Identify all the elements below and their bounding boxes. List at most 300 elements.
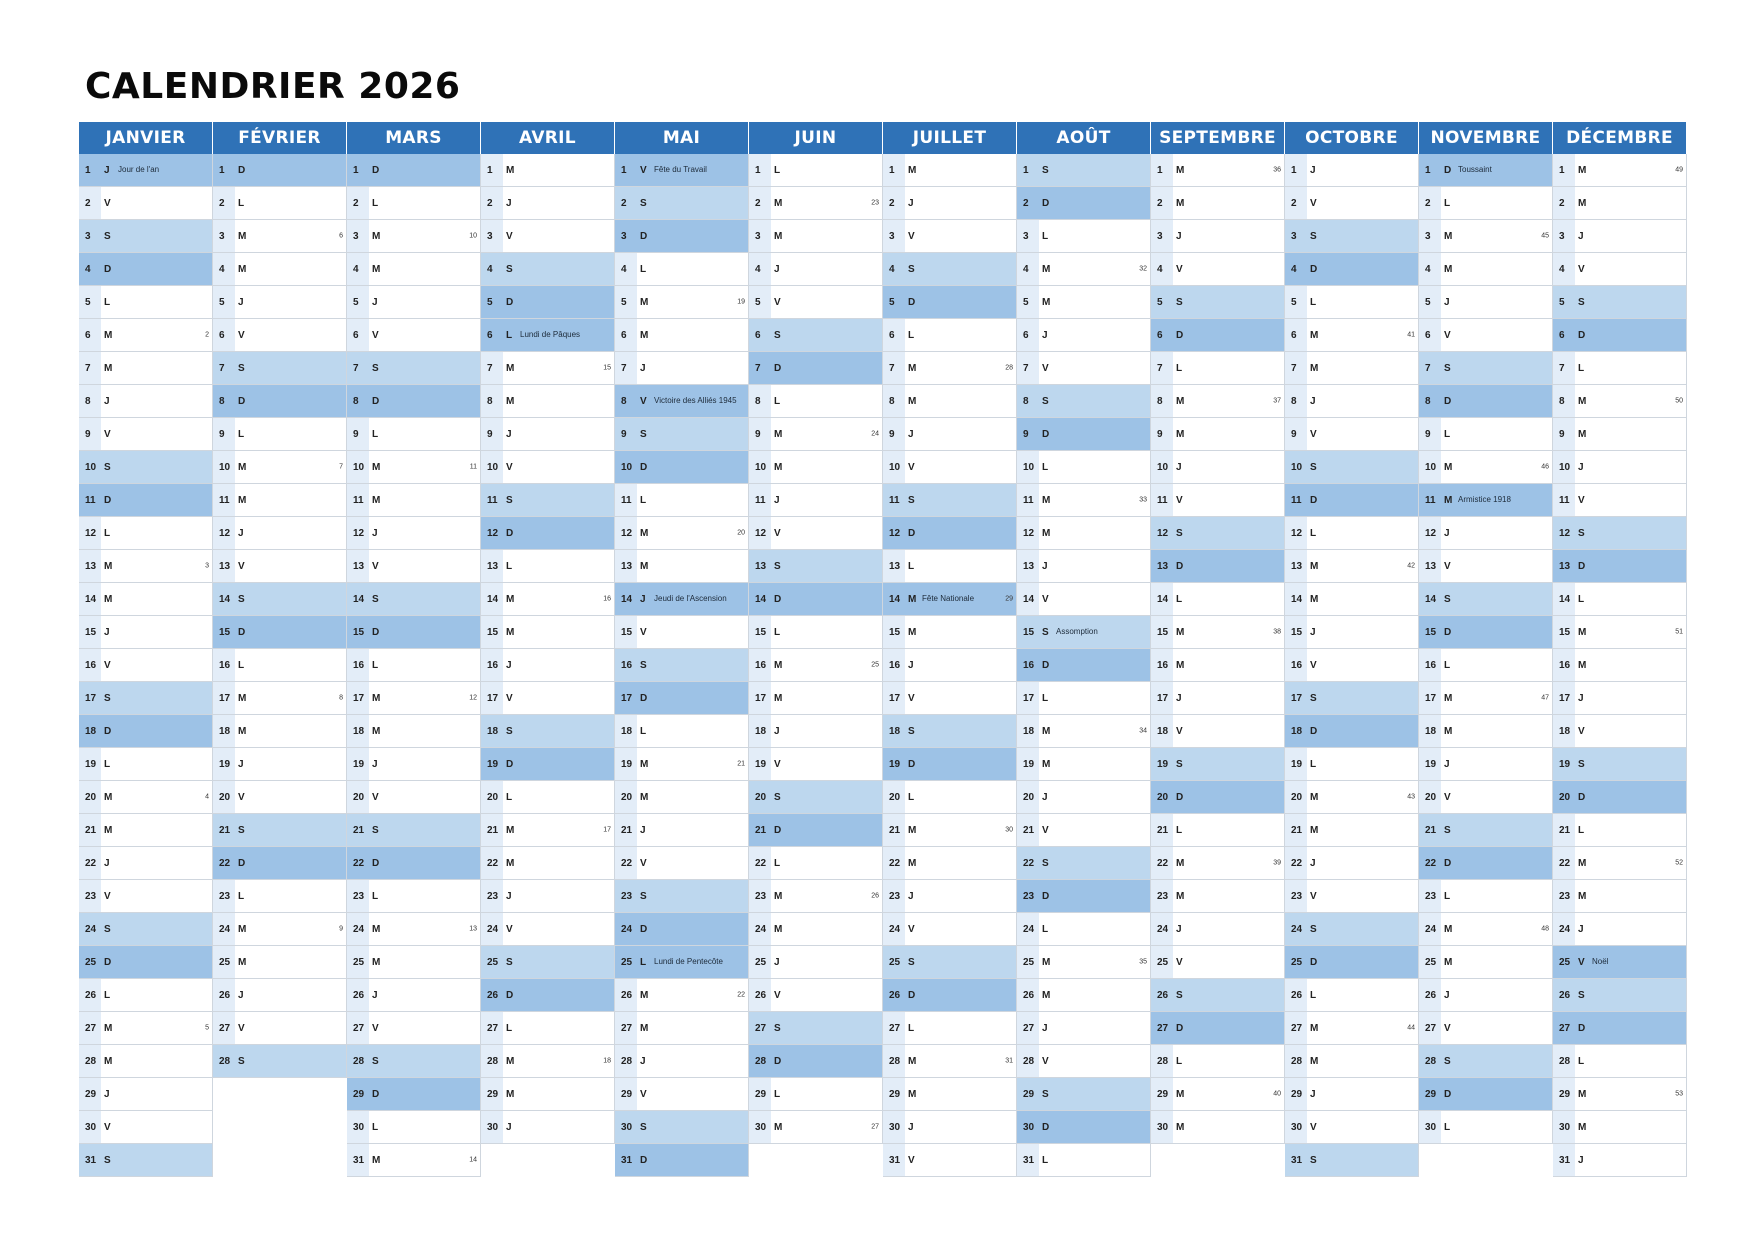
day-cell[interactable]: [615, 352, 749, 385]
day-cell[interactable]: [615, 187, 749, 220]
day-cell[interactable]: [347, 1012, 481, 1045]
day-cell[interactable]: [481, 1078, 615, 1111]
day-cell[interactable]: [213, 913, 347, 946]
day-cell[interactable]: [213, 253, 347, 286]
day-cell[interactable]: [1419, 583, 1553, 616]
day-cell[interactable]: [1151, 1045, 1285, 1078]
day-cell[interactable]: [1151, 154, 1285, 187]
day-cell[interactable]: [79, 550, 213, 583]
day-cell[interactable]: [883, 385, 1017, 418]
day-cell[interactable]: [1151, 484, 1285, 517]
day-cell[interactable]: [347, 913, 481, 946]
day-cell[interactable]: [749, 418, 883, 451]
day-cell[interactable]: [481, 385, 615, 418]
day-cell[interactable]: [883, 1012, 1017, 1045]
day-cell[interactable]: [1419, 913, 1553, 946]
day-cell[interactable]: [883, 484, 1017, 517]
day-cell[interactable]: [481, 154, 615, 187]
day-cell[interactable]: [347, 781, 481, 814]
day-cell[interactable]: [749, 1045, 883, 1078]
day-cell[interactable]: [347, 1111, 481, 1144]
day-cell[interactable]: [1151, 187, 1285, 220]
day-cell[interactable]: [1553, 682, 1687, 715]
day-cell[interactable]: [347, 517, 481, 550]
day-cell[interactable]: [1285, 946, 1419, 979]
day-cell[interactable]: [347, 748, 481, 781]
day-cell[interactable]: [615, 1111, 749, 1144]
day-cell[interactable]: [1553, 781, 1687, 814]
day-cell[interactable]: [1017, 484, 1151, 517]
day-cell[interactable]: [1151, 517, 1285, 550]
day-cell[interactable]: [79, 649, 213, 682]
day-cell[interactable]: [1553, 286, 1687, 319]
day-cell[interactable]: [1017, 1111, 1151, 1144]
day-cell[interactable]: [79, 781, 213, 814]
day-cell[interactable]: [615, 1078, 749, 1111]
day-cell[interactable]: [1017, 451, 1151, 484]
day-cell[interactable]: [1285, 583, 1419, 616]
day-cell[interactable]: [79, 319, 213, 352]
day-cell[interactable]: [615, 253, 749, 286]
day-cell[interactable]: [1151, 616, 1285, 649]
day-cell[interactable]: [1419, 649, 1553, 682]
day-cell[interactable]: [1553, 253, 1687, 286]
day-cell[interactable]: [1017, 220, 1151, 253]
day-cell[interactable]: [1285, 880, 1419, 913]
day-cell[interactable]: [615, 748, 749, 781]
day-cell[interactable]: [1285, 1012, 1419, 1045]
day-cell[interactable]: [1553, 616, 1687, 649]
day-cell[interactable]: [347, 715, 481, 748]
day-cell[interactable]: [883, 517, 1017, 550]
day-cell[interactable]: [1151, 781, 1285, 814]
day-cell[interactable]: [213, 715, 347, 748]
day-cell[interactable]: [749, 682, 883, 715]
day-cell[interactable]: [1017, 715, 1151, 748]
day-cell[interactable]: [883, 154, 1017, 187]
day-cell[interactable]: [1285, 913, 1419, 946]
day-cell[interactable]: [1419, 352, 1553, 385]
day-cell[interactable]: [615, 781, 749, 814]
day-cell[interactable]: [481, 1012, 615, 1045]
day-cell[interactable]: [1553, 847, 1687, 880]
day-cell[interactable]: [79, 517, 213, 550]
day-cell[interactable]: [1553, 484, 1687, 517]
day-cell[interactable]: [749, 253, 883, 286]
day-cell[interactable]: [1419, 946, 1553, 979]
day-cell[interactable]: [1553, 649, 1687, 682]
day-cell[interactable]: [883, 847, 1017, 880]
day-cell[interactable]: [481, 814, 615, 847]
day-cell[interactable]: [213, 682, 347, 715]
day-cell[interactable]: [79, 847, 213, 880]
day-cell[interactable]: [481, 979, 615, 1012]
day-cell[interactable]: [749, 715, 883, 748]
day-cell[interactable]: [1017, 352, 1151, 385]
day-cell[interactable]: [481, 451, 615, 484]
day-cell[interactable]: [1285, 187, 1419, 220]
day-cell[interactable]: [1151, 418, 1285, 451]
day-cell[interactable]: [1151, 1111, 1285, 1144]
day-cell[interactable]: [1419, 517, 1553, 550]
day-cell[interactable]: [883, 418, 1017, 451]
day-cell[interactable]: [1419, 880, 1553, 913]
day-cell[interactable]: [883, 451, 1017, 484]
day-cell[interactable]: [615, 550, 749, 583]
day-cell[interactable]: [347, 1144, 481, 1177]
day-cell[interactable]: [79, 352, 213, 385]
day-cell[interactable]: [481, 682, 615, 715]
day-cell[interactable]: [1419, 781, 1553, 814]
day-cell[interactable]: [347, 352, 481, 385]
day-cell[interactable]: [79, 1012, 213, 1045]
day-cell[interactable]: [1553, 748, 1687, 781]
day-cell[interactable]: [1419, 484, 1553, 517]
day-cell[interactable]: [1553, 913, 1687, 946]
day-cell[interactable]: [213, 385, 347, 418]
day-cell[interactable]: [1017, 913, 1151, 946]
day-cell[interactable]: [1151, 649, 1285, 682]
day-cell[interactable]: [883, 649, 1017, 682]
day-cell[interactable]: [1553, 550, 1687, 583]
day-cell[interactable]: [1285, 319, 1419, 352]
day-cell[interactable]: [615, 451, 749, 484]
day-cell[interactable]: [883, 748, 1017, 781]
day-cell[interactable]: [213, 880, 347, 913]
day-cell[interactable]: [213, 187, 347, 220]
day-cell[interactable]: [347, 1045, 481, 1078]
day-cell[interactable]: [1285, 451, 1419, 484]
day-cell[interactable]: [347, 154, 481, 187]
day-cell[interactable]: [213, 1012, 347, 1045]
day-cell[interactable]: [1151, 1078, 1285, 1111]
day-cell[interactable]: [481, 418, 615, 451]
day-cell[interactable]: [347, 583, 481, 616]
day-cell[interactable]: [1017, 880, 1151, 913]
day-cell[interactable]: [1151, 715, 1285, 748]
day-cell[interactable]: [79, 418, 213, 451]
day-cell[interactable]: [213, 517, 347, 550]
day-cell[interactable]: [883, 583, 1017, 616]
day-cell[interactable]: [481, 913, 615, 946]
day-cell[interactable]: [1419, 682, 1553, 715]
day-cell[interactable]: [481, 649, 615, 682]
day-cell[interactable]: [347, 220, 481, 253]
day-cell[interactable]: [347, 451, 481, 484]
day-cell[interactable]: [1151, 220, 1285, 253]
day-cell[interactable]: [1151, 385, 1285, 418]
day-cell[interactable]: [1151, 880, 1285, 913]
day-cell[interactable]: [1553, 385, 1687, 418]
day-cell[interactable]: [1285, 286, 1419, 319]
day-cell[interactable]: [1419, 319, 1553, 352]
day-cell[interactable]: [1553, 880, 1687, 913]
day-cell[interactable]: [481, 616, 615, 649]
day-cell[interactable]: [79, 748, 213, 781]
day-cell[interactable]: [1553, 319, 1687, 352]
day-cell[interactable]: [615, 946, 749, 979]
day-cell[interactable]: [79, 946, 213, 979]
day-cell[interactable]: [481, 748, 615, 781]
day-cell[interactable]: [1151, 847, 1285, 880]
day-cell[interactable]: [213, 946, 347, 979]
day-cell[interactable]: [1419, 715, 1553, 748]
day-cell[interactable]: [213, 154, 347, 187]
day-cell[interactable]: [883, 187, 1017, 220]
day-cell[interactable]: [883, 220, 1017, 253]
day-cell[interactable]: [1553, 979, 1687, 1012]
day-cell[interactable]: [615, 220, 749, 253]
day-cell[interactable]: [1017, 748, 1151, 781]
day-cell[interactable]: [79, 1144, 213, 1177]
day-cell[interactable]: [749, 286, 883, 319]
day-cell[interactable]: [347, 187, 481, 220]
day-cell[interactable]: [1285, 550, 1419, 583]
day-cell[interactable]: [1151, 946, 1285, 979]
day-cell[interactable]: [79, 253, 213, 286]
day-cell[interactable]: [1419, 847, 1553, 880]
day-cell[interactable]: [1017, 616, 1151, 649]
day-cell[interactable]: [347, 550, 481, 583]
day-cell[interactable]: [1017, 1144, 1151, 1177]
day-cell[interactable]: [749, 451, 883, 484]
day-cell[interactable]: [213, 1045, 347, 1078]
day-cell[interactable]: [79, 715, 213, 748]
day-cell[interactable]: [749, 484, 883, 517]
day-cell[interactable]: [1151, 748, 1285, 781]
day-cell[interactable]: [213, 979, 347, 1012]
day-cell[interactable]: [883, 319, 1017, 352]
day-cell[interactable]: [1017, 187, 1151, 220]
day-cell[interactable]: [1419, 748, 1553, 781]
day-cell[interactable]: [615, 979, 749, 1012]
day-cell[interactable]: [1419, 616, 1553, 649]
day-cell[interactable]: [1285, 979, 1419, 1012]
day-cell[interactable]: [213, 451, 347, 484]
day-cell[interactable]: [1419, 220, 1553, 253]
day-cell[interactable]: [1151, 451, 1285, 484]
day-cell[interactable]: [79, 616, 213, 649]
day-cell[interactable]: [481, 1045, 615, 1078]
day-cell[interactable]: [749, 946, 883, 979]
day-cell[interactable]: [213, 220, 347, 253]
day-cell[interactable]: [749, 748, 883, 781]
day-cell[interactable]: [1151, 814, 1285, 847]
day-cell[interactable]: [1553, 517, 1687, 550]
day-cell[interactable]: [1017, 1078, 1151, 1111]
day-cell[interactable]: [615, 319, 749, 352]
day-cell[interactable]: [213, 781, 347, 814]
day-cell[interactable]: [615, 649, 749, 682]
day-cell[interactable]: [1285, 154, 1419, 187]
day-cell[interactable]: [1553, 1111, 1687, 1144]
day-cell[interactable]: [481, 847, 615, 880]
day-cell[interactable]: [213, 550, 347, 583]
day-cell[interactable]: [1285, 253, 1419, 286]
day-cell[interactable]: [1419, 451, 1553, 484]
day-cell[interactable]: [481, 253, 615, 286]
day-cell[interactable]: [1151, 286, 1285, 319]
day-cell[interactable]: [1017, 385, 1151, 418]
day-cell[interactable]: [615, 583, 749, 616]
day-cell[interactable]: [1151, 1012, 1285, 1045]
day-cell[interactable]: [79, 154, 213, 187]
day-cell[interactable]: [1017, 814, 1151, 847]
day-cell[interactable]: [1285, 385, 1419, 418]
day-cell[interactable]: [1285, 847, 1419, 880]
day-cell[interactable]: [1419, 187, 1553, 220]
day-cell[interactable]: [1553, 1078, 1687, 1111]
day-cell[interactable]: [347, 814, 481, 847]
day-cell[interactable]: [749, 517, 883, 550]
day-cell[interactable]: [347, 484, 481, 517]
day-cell[interactable]: [883, 1111, 1017, 1144]
day-cell[interactable]: [1017, 847, 1151, 880]
day-cell[interactable]: [1017, 319, 1151, 352]
day-cell[interactable]: [749, 220, 883, 253]
day-cell[interactable]: [79, 1045, 213, 1078]
day-cell[interactable]: [481, 880, 615, 913]
day-cell[interactable]: [1151, 352, 1285, 385]
day-cell[interactable]: [615, 880, 749, 913]
day-cell[interactable]: [749, 154, 883, 187]
day-cell[interactable]: [1017, 1045, 1151, 1078]
day-cell[interactable]: [213, 418, 347, 451]
day-cell[interactable]: [213, 583, 347, 616]
day-cell[interactable]: [1553, 946, 1687, 979]
day-cell[interactable]: [1151, 682, 1285, 715]
day-cell[interactable]: [1017, 1012, 1151, 1045]
day-cell[interactable]: [1285, 418, 1419, 451]
day-cell[interactable]: [1285, 1045, 1419, 1078]
day-cell[interactable]: [1017, 979, 1151, 1012]
day-cell[interactable]: [79, 187, 213, 220]
day-cell[interactable]: [79, 1078, 213, 1111]
day-cell[interactable]: [1285, 484, 1419, 517]
day-cell[interactable]: [1553, 814, 1687, 847]
day-cell[interactable]: [481, 583, 615, 616]
day-cell[interactable]: [615, 1045, 749, 1078]
day-cell[interactable]: [883, 550, 1017, 583]
day-cell[interactable]: [213, 319, 347, 352]
day-cell[interactable]: [481, 220, 615, 253]
day-cell[interactable]: [883, 781, 1017, 814]
day-cell[interactable]: [1017, 154, 1151, 187]
day-cell[interactable]: [79, 814, 213, 847]
day-cell[interactable]: [1419, 979, 1553, 1012]
day-cell[interactable]: [1553, 451, 1687, 484]
day-cell[interactable]: [1151, 253, 1285, 286]
day-cell[interactable]: [347, 319, 481, 352]
day-cell[interactable]: [213, 352, 347, 385]
day-cell[interactable]: [1419, 814, 1553, 847]
day-cell[interactable]: [749, 187, 883, 220]
day-cell[interactable]: [615, 385, 749, 418]
day-cell[interactable]: [615, 418, 749, 451]
day-cell[interactable]: [481, 781, 615, 814]
day-cell[interactable]: [1017, 517, 1151, 550]
day-cell[interactable]: [1017, 583, 1151, 616]
day-cell[interactable]: [347, 253, 481, 286]
day-cell[interactable]: [1553, 220, 1687, 253]
day-cell[interactable]: [1553, 715, 1687, 748]
day-cell[interactable]: [1553, 187, 1687, 220]
day-cell[interactable]: [615, 1012, 749, 1045]
day-cell[interactable]: [481, 286, 615, 319]
day-cell[interactable]: [615, 682, 749, 715]
day-cell[interactable]: [1285, 682, 1419, 715]
day-cell[interactable]: [1285, 814, 1419, 847]
day-cell[interactable]: [615, 1144, 749, 1177]
day-cell[interactable]: [1151, 583, 1285, 616]
day-cell[interactable]: [79, 880, 213, 913]
day-cell[interactable]: [481, 715, 615, 748]
day-cell[interactable]: [347, 616, 481, 649]
day-cell[interactable]: [615, 517, 749, 550]
day-cell[interactable]: [1553, 583, 1687, 616]
day-cell[interactable]: [615, 814, 749, 847]
day-cell[interactable]: [1285, 616, 1419, 649]
day-cell[interactable]: [347, 682, 481, 715]
day-cell[interactable]: [883, 286, 1017, 319]
day-cell[interactable]: [213, 286, 347, 319]
day-cell[interactable]: [749, 1012, 883, 1045]
day-cell[interactable]: [481, 517, 615, 550]
day-cell[interactable]: [883, 1045, 1017, 1078]
day-cell[interactable]: [615, 286, 749, 319]
day-cell[interactable]: [1553, 154, 1687, 187]
day-cell[interactable]: [1419, 1012, 1553, 1045]
day-cell[interactable]: [481, 484, 615, 517]
day-cell[interactable]: [1017, 286, 1151, 319]
day-cell[interactable]: [615, 484, 749, 517]
day-cell[interactable]: [1285, 517, 1419, 550]
day-cell[interactable]: [1553, 1012, 1687, 1045]
day-cell[interactable]: [213, 484, 347, 517]
day-cell[interactable]: [1419, 253, 1553, 286]
day-cell[interactable]: [1151, 550, 1285, 583]
day-cell[interactable]: [1419, 1045, 1553, 1078]
day-cell[interactable]: [749, 1111, 883, 1144]
day-cell[interactable]: [883, 352, 1017, 385]
day-cell[interactable]: [213, 814, 347, 847]
day-cell[interactable]: [749, 913, 883, 946]
day-cell[interactable]: [615, 913, 749, 946]
day-cell[interactable]: [1419, 154, 1553, 187]
day-cell[interactable]: [347, 418, 481, 451]
day-cell[interactable]: [749, 814, 883, 847]
day-cell[interactable]: [749, 352, 883, 385]
day-cell[interactable]: [481, 352, 615, 385]
day-cell[interactable]: [883, 979, 1017, 1012]
day-cell[interactable]: [481, 319, 615, 352]
day-cell[interactable]: [347, 946, 481, 979]
day-cell[interactable]: [79, 484, 213, 517]
day-cell[interactable]: [1553, 352, 1687, 385]
day-cell[interactable]: [883, 1144, 1017, 1177]
day-cell[interactable]: [615, 715, 749, 748]
day-cell[interactable]: [79, 286, 213, 319]
day-cell[interactable]: [1017, 253, 1151, 286]
day-cell[interactable]: [883, 913, 1017, 946]
day-cell[interactable]: [1151, 319, 1285, 352]
day-cell[interactable]: [347, 847, 481, 880]
day-cell[interactable]: [749, 781, 883, 814]
day-cell[interactable]: [883, 880, 1017, 913]
day-cell[interactable]: [481, 550, 615, 583]
day-cell[interactable]: [1285, 649, 1419, 682]
day-cell[interactable]: [1419, 1078, 1553, 1111]
